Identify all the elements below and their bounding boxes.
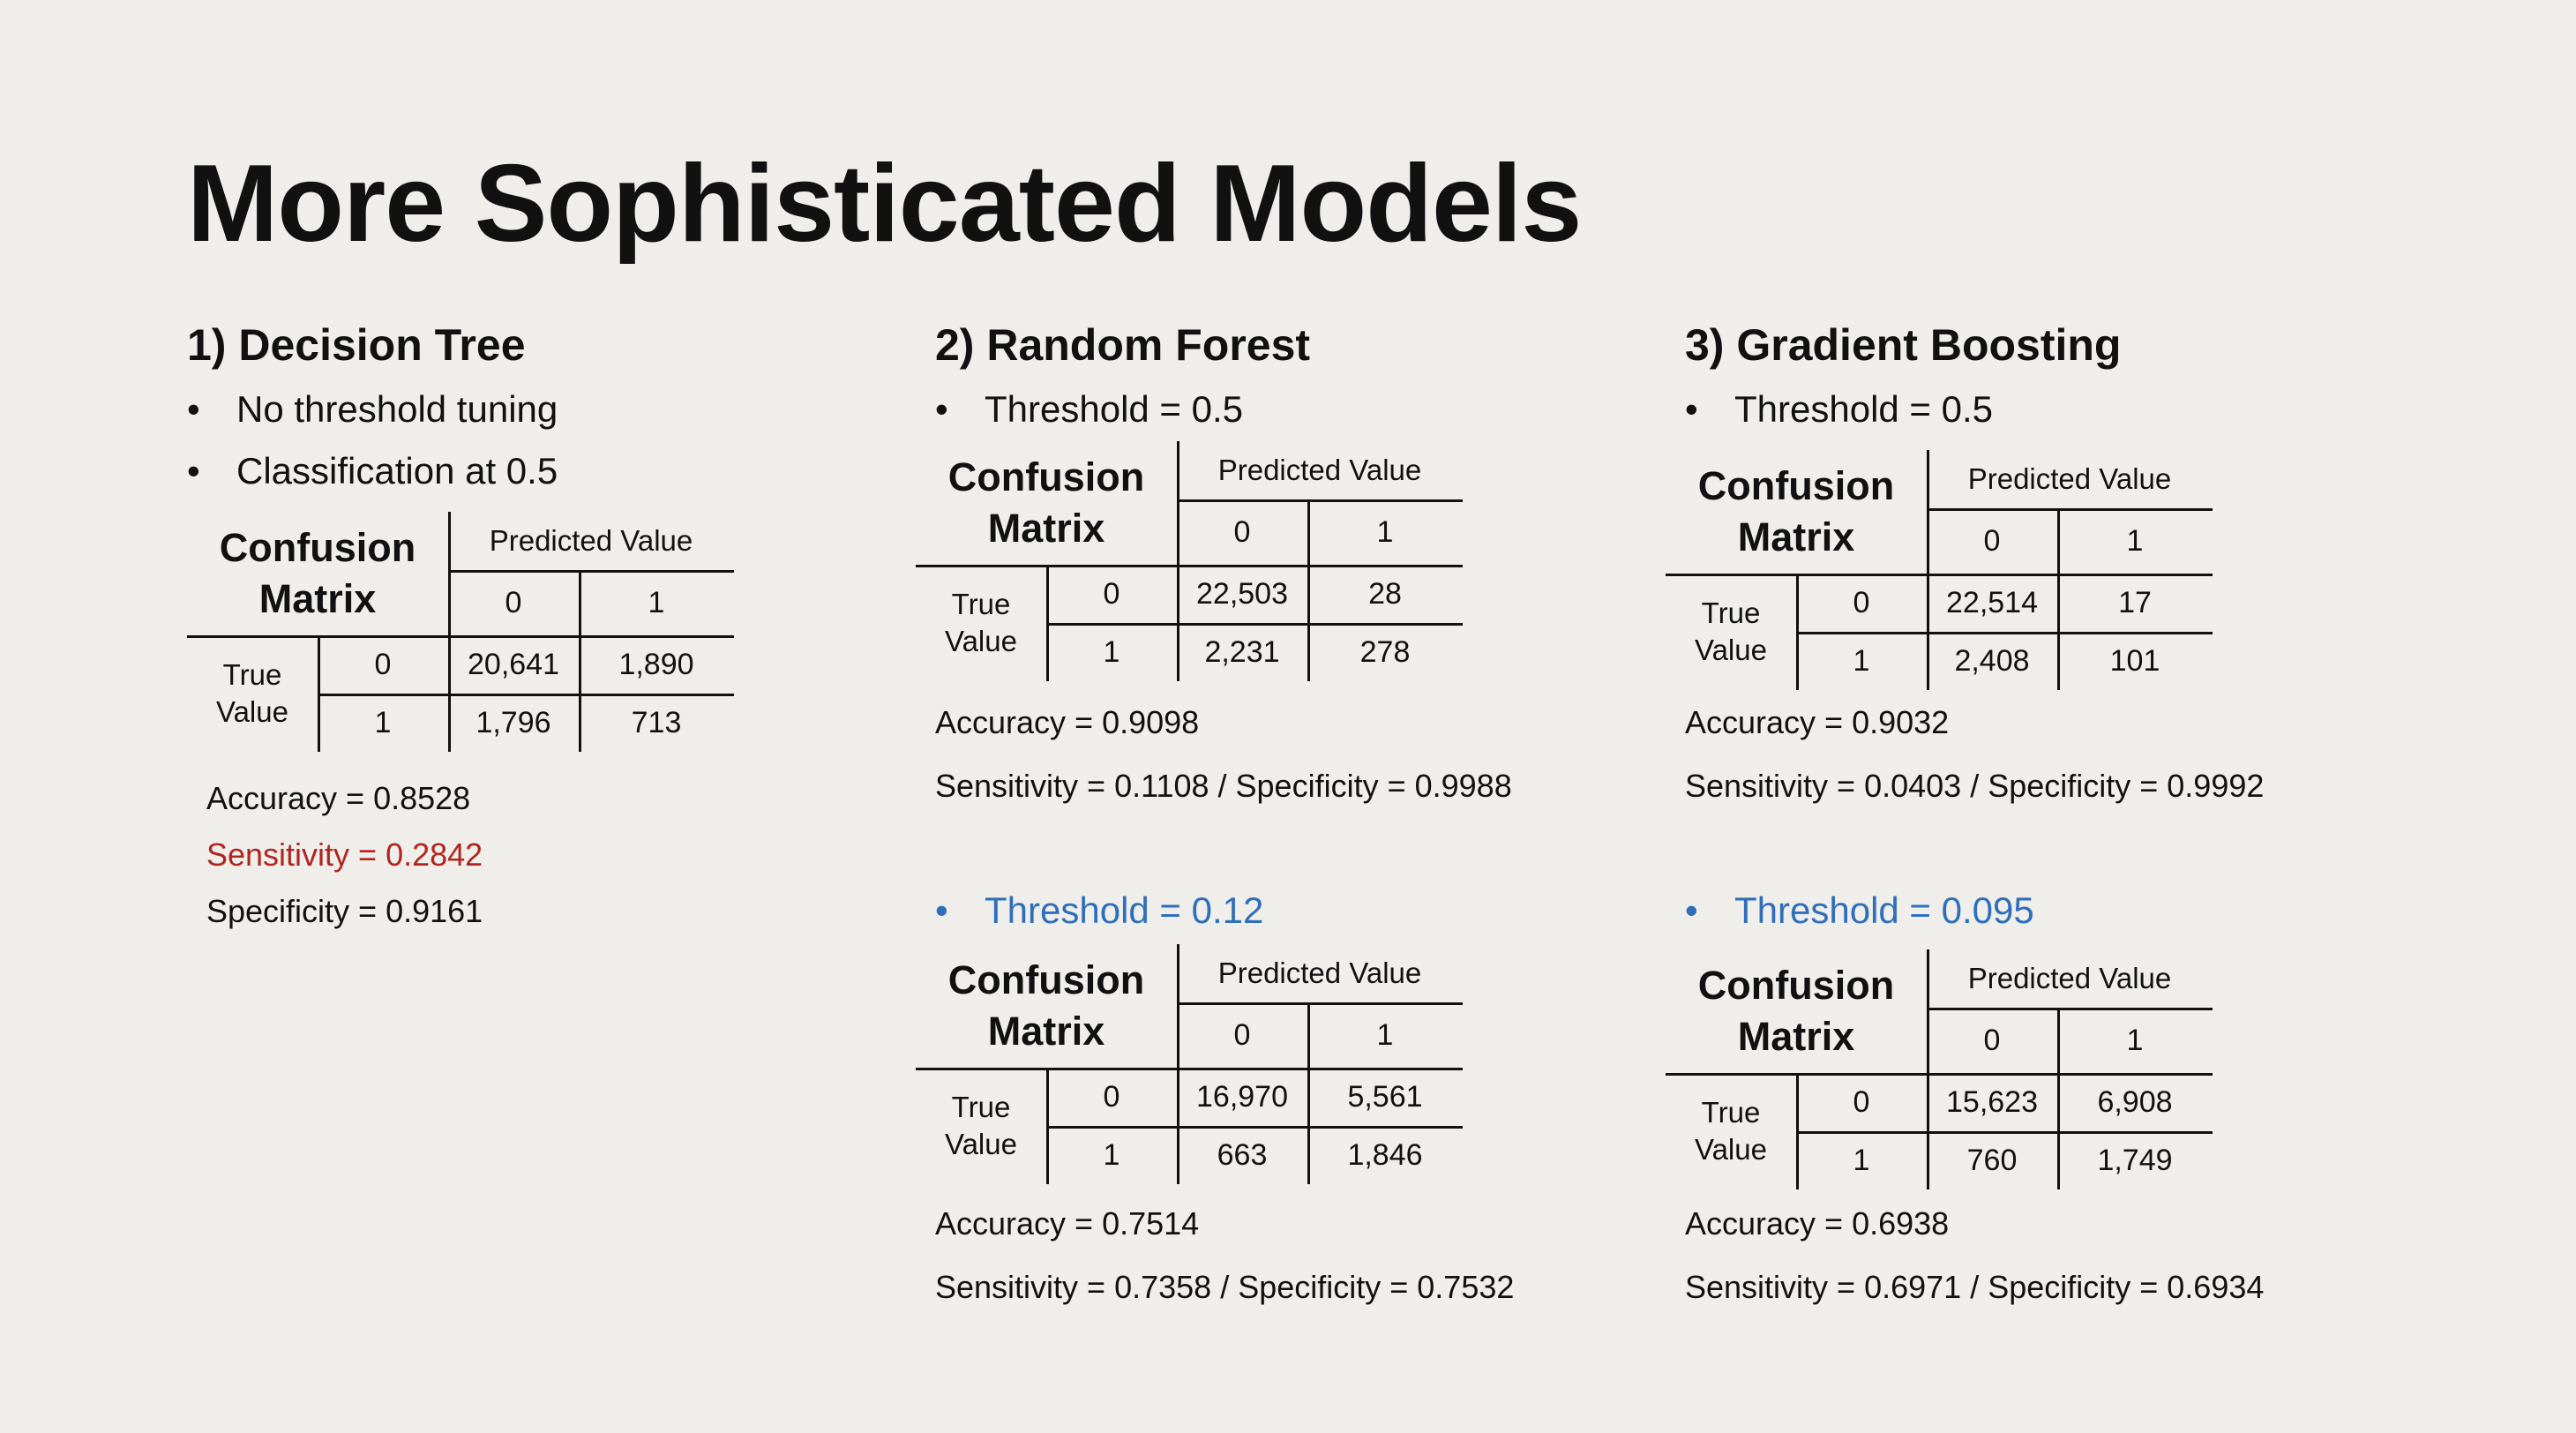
matrix-value-fp: 5,561 <box>1347 1079 1423 1114</box>
matrix-value-fn: 2,408 <box>1954 643 2030 678</box>
row-label: 0 <box>1853 1084 1870 1119</box>
column-label: 0 <box>1233 1017 1251 1052</box>
predicted-value-label: Predicted Value <box>489 524 693 557</box>
column-label: 1 <box>2126 523 2144 558</box>
threshold-label: Threshold = 0.12 <box>985 889 1264 931</box>
row-label: 1 <box>1103 634 1120 669</box>
matrix-value-fn: 2,231 <box>1204 634 1280 669</box>
bullet-glyph: • <box>1685 388 1698 430</box>
predicted-value-label: Predicted Value <box>1967 462 2172 495</box>
bullet-glyph: • <box>935 388 948 430</box>
matrix-header <box>916 441 1177 565</box>
confusion-matrix <box>916 944 1463 1184</box>
sens-spec-text: Sensitivity = 0.7358 / Specificity = 0.7532 <box>935 1269 1515 1305</box>
row-label: 0 <box>1853 585 1870 619</box>
matrix-header-line2: Matrix <box>258 576 377 621</box>
true-value-line1: True <box>1701 596 1761 629</box>
accuracy-text: Accuracy = 0.9032 <box>1685 704 1950 740</box>
threshold-label: Threshold = 0.5 <box>1734 388 1994 430</box>
confusion-matrix <box>1666 949 2213 1189</box>
specificity-text: Specificity = 0.9161 <box>206 893 483 929</box>
column-label: 0 <box>1983 1023 2001 1057</box>
matrix-value-fp: 28 <box>1368 576 1402 611</box>
true-value-line2: Value <box>945 625 1017 657</box>
matrix-value-fn: 663 <box>1217 1137 1268 1172</box>
bullet-item <box>935 889 1263 932</box>
matrix-value-tn: 22,514 <box>1946 585 2038 619</box>
predicted-value-label: Predicted Value <box>1967 962 2172 994</box>
matrix-value-tp: 1,846 <box>1347 1137 1423 1172</box>
sens-spec-text: Sensitivity = 0.6971 / Specificity = 0.6934 <box>1685 1269 2265 1305</box>
true-value-line2: Value <box>1695 1133 1767 1166</box>
bullet-glyph: • <box>187 388 200 430</box>
matrix-value-fn: 1,796 <box>476 705 551 739</box>
accuracy-text: Accuracy = 0.9098 <box>935 704 1200 740</box>
true-value-line1: True <box>951 1091 1011 1123</box>
matrix-value-tn: 16,970 <box>1196 1079 1288 1114</box>
column-label: 0 <box>1983 523 2001 558</box>
row-label: 1 <box>1853 643 1870 678</box>
column-label: 0 <box>505 585 522 619</box>
bullet-glyph: • <box>187 450 200 491</box>
true-value-label <box>1666 1073 1796 1189</box>
true-value-label <box>916 565 1046 681</box>
matrix-header <box>187 512 448 635</box>
slide-title: More Sophisticated Models <box>187 143 1582 265</box>
threshold-label: Threshold = 0.5 <box>985 388 1244 430</box>
gradient-boosting-heading: 3) Gradient Boosting <box>1685 320 2122 370</box>
true-value-line1: True <box>951 588 1011 620</box>
matrix-value-tp: 101 <box>2109 643 2160 678</box>
true-value-label <box>916 1068 1046 1184</box>
true-value-line2: Value <box>1695 634 1767 666</box>
random-forest-heading: 2) Random Forest <box>935 320 1311 370</box>
matrix-value-fp: 6,908 <box>2097 1084 2173 1119</box>
matrix-header-line2: Matrix <box>1737 1014 1855 1059</box>
true-value-line1: True <box>222 658 282 691</box>
accuracy-text: Accuracy = 0.6938 <box>1685 1205 1950 1242</box>
threshold-label: Threshold = 0.095 <box>1734 889 2034 931</box>
confusion-matrix <box>187 512 734 752</box>
bullet-text: Classification at 0.5 <box>236 450 558 491</box>
matrix-header <box>916 944 1177 1068</box>
column-label: 1 <box>1376 1017 1394 1052</box>
predicted-value-label: Predicted Value <box>1217 454 1422 486</box>
confusion-matrix <box>916 441 1463 681</box>
true-value-label <box>1666 574 1796 690</box>
true-value-line2: Value <box>216 695 288 728</box>
decision-tree-heading: 1) Decision Tree <box>187 320 526 370</box>
matrix-value-tn: 20,641 <box>468 647 559 681</box>
confusion-matrix <box>1666 450 2213 690</box>
bullet-item <box>187 388 558 431</box>
matrix-value-tn: 22,503 <box>1196 576 1288 611</box>
sens-spec-text: Sensitivity = 0.0403 / Specificity = 0.9992 <box>1685 768 2265 804</box>
column-label: 0 <box>1233 514 1251 549</box>
column-label: 1 <box>2126 1023 2144 1057</box>
bullet-item <box>935 388 1243 431</box>
matrix-value-tn: 15,623 <box>1946 1084 2038 1119</box>
matrix-header-line2: Matrix <box>987 506 1105 551</box>
accuracy-text: Accuracy = 0.7514 <box>935 1205 1200 1242</box>
matrix-value-fp: 17 <box>2118 585 2152 619</box>
bullet-glyph: • <box>1685 889 1698 931</box>
true-value-line2: Value <box>945 1128 1017 1160</box>
matrix-header-line1: Confusion <box>219 525 416 570</box>
matrix-header-line2: Matrix <box>987 1009 1105 1054</box>
column-label: 1 <box>1376 514 1394 549</box>
matrix-header-line1: Confusion <box>1697 463 1895 508</box>
matrix-value-fn: 760 <box>1966 1143 2018 1177</box>
matrix-header-line1: Confusion <box>947 957 1145 1002</box>
column-label: 1 <box>648 585 665 619</box>
row-label: 0 <box>374 647 392 681</box>
row-label: 1 <box>374 705 392 739</box>
true-value-line1: True <box>1701 1096 1761 1129</box>
bullet-item <box>1685 388 1993 431</box>
matrix-header-line1: Confusion <box>1697 963 1895 1008</box>
matrix-value-tp: 1,749 <box>2097 1143 2173 1177</box>
accuracy-text: Accuracy = 0.8528 <box>206 780 471 816</box>
matrix-header-line1: Confusion <box>947 454 1145 499</box>
bullet-item <box>187 450 558 492</box>
row-label: 0 <box>1103 576 1120 611</box>
matrix-header <box>1666 450 1927 574</box>
row-label: 1 <box>1103 1137 1120 1172</box>
matrix-value-tp: 713 <box>631 705 682 739</box>
matrix-value-tp: 278 <box>1359 634 1411 669</box>
matrix-value-fp: 1,890 <box>618 647 694 681</box>
row-label: 0 <box>1103 1079 1120 1114</box>
predicted-value-label: Predicted Value <box>1217 957 1422 989</box>
bullet-text: No threshold tuning <box>236 388 558 430</box>
true-value-label <box>187 635 318 752</box>
row-label: 1 <box>1853 1143 1870 1177</box>
matrix-header-line2: Matrix <box>1737 514 1855 559</box>
matrix-header <box>1666 949 1927 1073</box>
bullet-item <box>1685 889 2034 932</box>
bullet-glyph: • <box>935 889 948 931</box>
sens-spec-text: Sensitivity = 0.1108 / Specificity = 0.9988 <box>935 768 1512 804</box>
sensitivity-text: Sensitivity = 0.2842 <box>206 837 483 873</box>
